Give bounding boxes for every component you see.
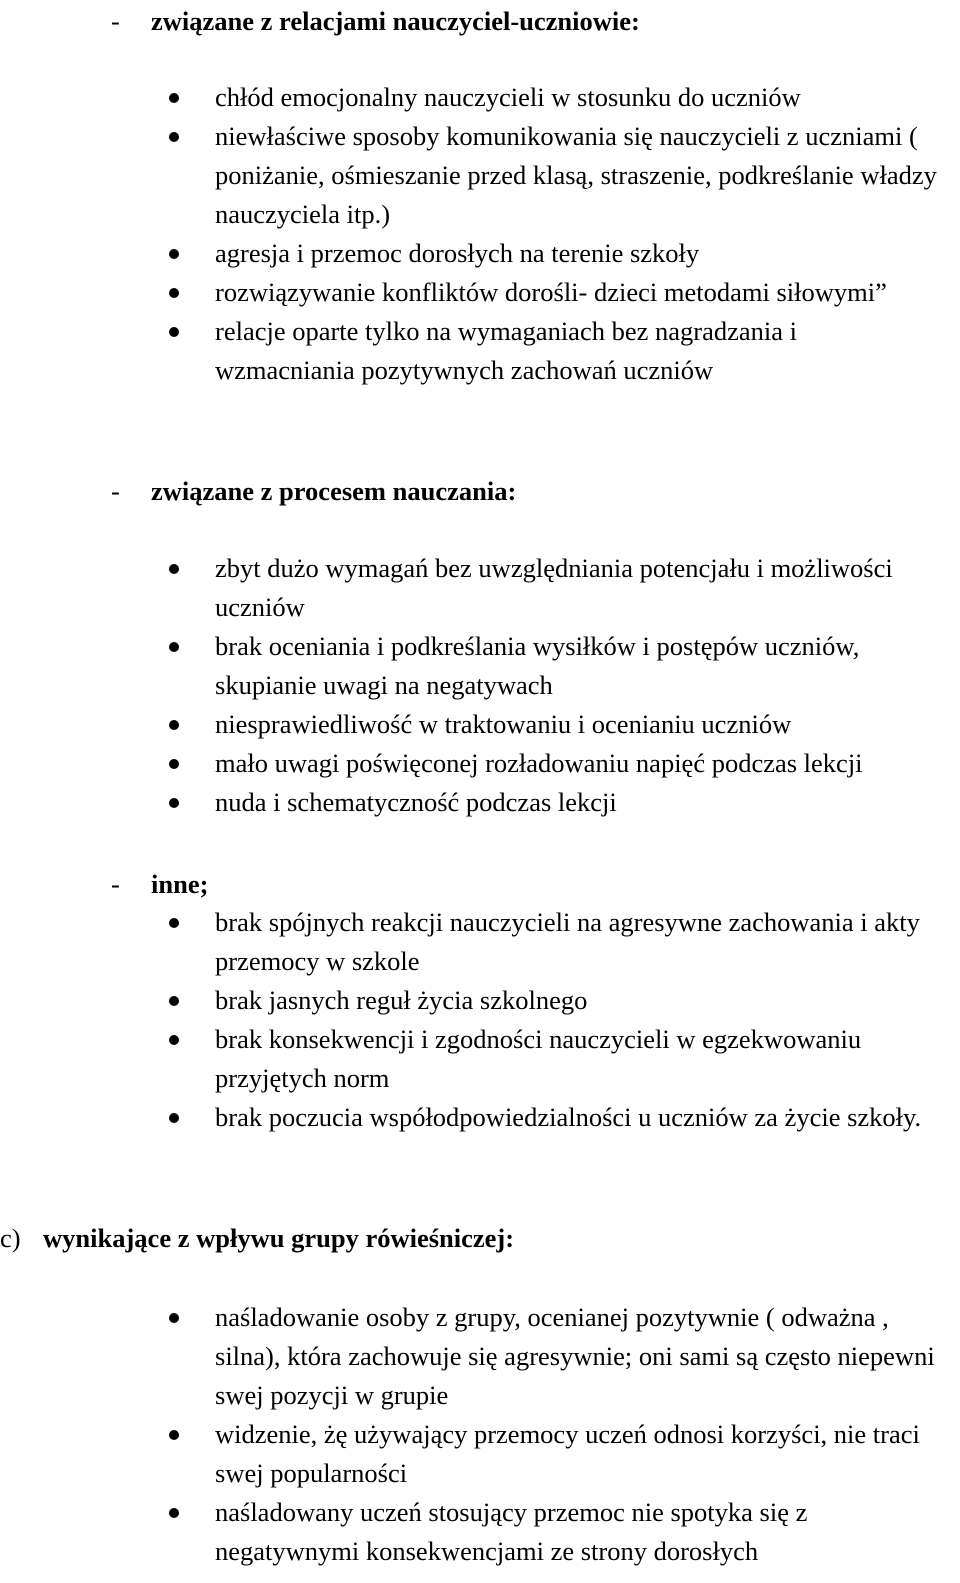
bullet-icon bbox=[169, 288, 179, 298]
bullet-list-other bbox=[0, 903, 960, 1137]
list-item: brak jasnych reguł życia szkolnego bbox=[0, 981, 960, 1020]
bullet-icon bbox=[169, 327, 179, 337]
bullet-icon bbox=[169, 642, 179, 652]
list-item: mało uwagi poświęconej rozładowaniu napięć podczas lekcji bbox=[0, 744, 960, 783]
bullet-list-teaching-process bbox=[0, 549, 960, 822]
list-item: naśladowanie osoby z grupy, ocenianej pozytywnie ( odważna , silna), która zachowuje się agresywnie; oni sami są często niepewni swej pozycji w grupie bbox=[0, 1298, 960, 1415]
bullet-icon bbox=[169, 1035, 179, 1045]
bullet-icon bbox=[169, 1508, 179, 1518]
list-item: naśladowany uczeń stosujący przemoc nie spotyka się z negatywnymi konsekwencjami ze strony dorosłych bbox=[0, 1493, 960, 1571]
list-item: brak spójnych reakcji nauczycieli na agresywne zachowania i akty przemocy w szkole bbox=[0, 903, 960, 981]
dash-marker: - bbox=[111, 6, 120, 36]
heading-text: związane z relacjami nauczyciel-uczniowie: bbox=[151, 6, 640, 36]
bullet-icon bbox=[169, 720, 179, 730]
list-item: niewłaściwe sposoby komunikowania się nauczycieli z uczniami ( poniżanie, ośmieszanie przed klasą, straszenie, podkreślanie władzy nauczyciela itp.) bbox=[0, 117, 960, 234]
bullet-list-teacher-relations bbox=[0, 78, 960, 390]
list-item: zbyt dużo wymagań bez uwzględniania potencjału i możliwości uczniów bbox=[0, 549, 960, 627]
list-item: brak poczucia współodpowiedzialności u uczniów za życie szkoły. bbox=[0, 1098, 960, 1137]
bullet-icon bbox=[169, 1430, 179, 1440]
letter-marker: c) bbox=[0, 1223, 21, 1253]
heading-text: wynikające z wpływu grupy rówieśniczej: bbox=[43, 1223, 515, 1253]
bullet-list-peer-group bbox=[0, 1298, 960, 1571]
bullet-icon bbox=[169, 93, 179, 103]
bullet-icon bbox=[169, 564, 179, 574]
bullet-icon bbox=[169, 759, 179, 769]
list-item: niesprawiedliwość w traktowaniu i ocenianiu uczniów bbox=[0, 705, 960, 744]
list-item: brak konsekwencji i zgodności nauczycieli w egzekwowaniu przyjętych norm bbox=[0, 1020, 960, 1098]
bullet-icon bbox=[169, 1113, 179, 1123]
list-item: agresja i przemoc dorosłych na terenie szkoły bbox=[0, 234, 960, 273]
list-item: rozwiązywanie konfliktów dorośli- dzieci metodami siłowymi” bbox=[0, 273, 960, 312]
list-item: widzenie, żę używający przemocy uczeń odnosi korzyści, nie traci swej popularności bbox=[0, 1415, 960, 1493]
bullet-icon bbox=[169, 918, 179, 928]
list-item: brak oceniania i podkreślania wysiłków i postępów uczniów, skupianie uwagi na negatywach bbox=[0, 627, 960, 705]
list-item: relacje oparte tylko na wymaganiach bez nagradzania i wzmacniania pozytywnych zachowań uczniów bbox=[0, 312, 960, 390]
bullet-icon bbox=[169, 132, 179, 142]
heading-text: inne; bbox=[151, 869, 209, 899]
bullet-icon bbox=[169, 996, 179, 1006]
list-item: nuda i schematyczność podczas lekcji bbox=[0, 783, 960, 822]
heading-text: związane z procesem nauczania: bbox=[151, 476, 517, 506]
list-item: chłód emocjonalny nauczycieli w stosunku do uczniów bbox=[0, 78, 960, 117]
bullet-icon bbox=[169, 798, 179, 808]
dash-marker: - bbox=[111, 869, 120, 899]
bullet-icon bbox=[169, 249, 179, 259]
bullet-icon bbox=[169, 1313, 179, 1323]
dash-marker: - bbox=[111, 476, 120, 506]
